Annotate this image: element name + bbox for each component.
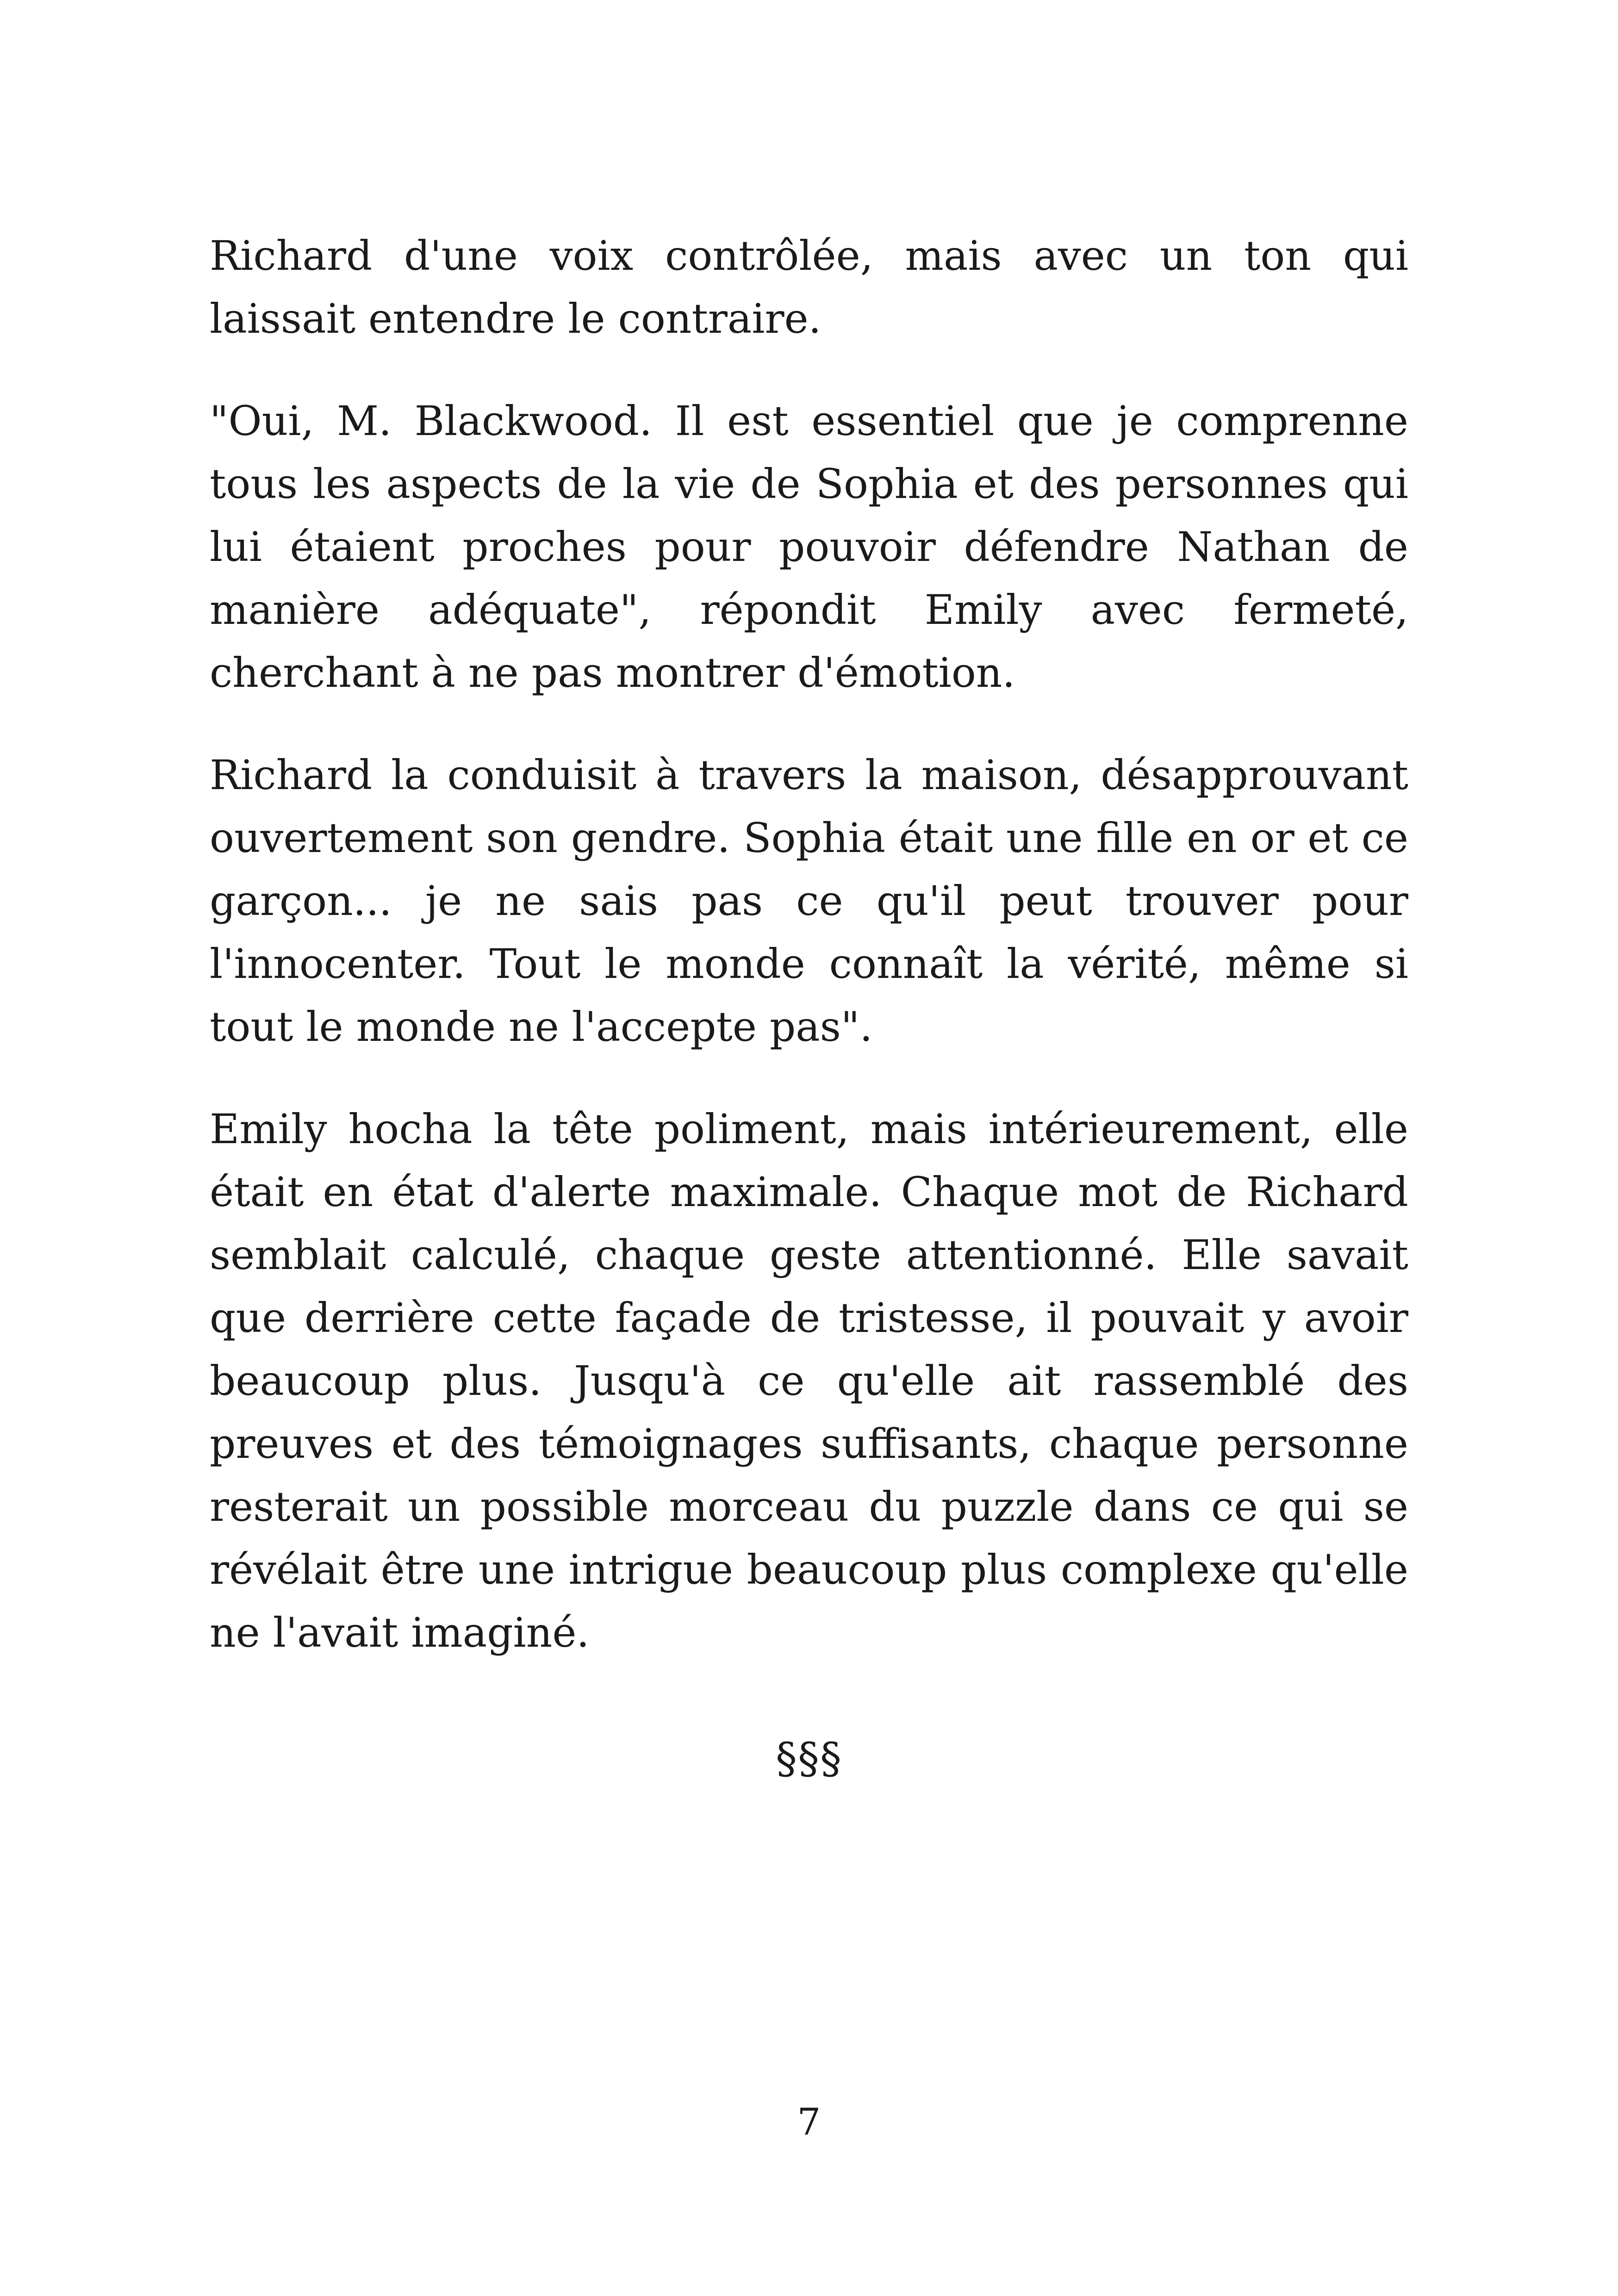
body-text bbox=[210, 224, 1408, 1704]
paragraph-1: Richard d'une voix contrôlée, mais avec un ton qui laissait entendre le contraire. bbox=[210, 232, 1408, 342]
paragraph-2: "Oui, M. Blackwood. Il est essentiel que je comprenne tous les aspects de la vie de Sophia et des personnes qui lui étaient proches pour pouvoir défendre Nathan de manière adéquate", répondit Emily avec fermeté, cherchant à ne pas montrer d'émotion. bbox=[210, 397, 1408, 697]
paragraph-4: Emily hocha la tête poliment, mais intérieurement, elle était en état d'alerte maximale. Chaque mot de Richard semblait calculé, chaque geste attentionné. Elle savait que derrière cette façade de tristesse, il pouvait y avoir beaucoup plus. Jusqu'à ce qu'elle ait rassemblé des preuves et des témoignages suffisants, chaque personne resterait un possible morceau du puzzle dans ce qui se révélait être une intrigue beaucoup plus complexe qu'elle ne l'avait imaginé. bbox=[210, 1105, 1408, 1656]
paragraph-3: Richard la conduisit à travers la maison, désapprouvant ouvertement son gendre. Sophia était une fille en or et ce garçon... je ne sais pas ce qu'il peut trouver pour l'innocenter. Tout le monde connaît la vérité, même si tout le monde ne l'accepte pas". bbox=[210, 751, 1408, 1051]
page-number: 7 bbox=[797, 2100, 821, 2143]
section-separator: §§§ bbox=[776, 1734, 842, 1783]
